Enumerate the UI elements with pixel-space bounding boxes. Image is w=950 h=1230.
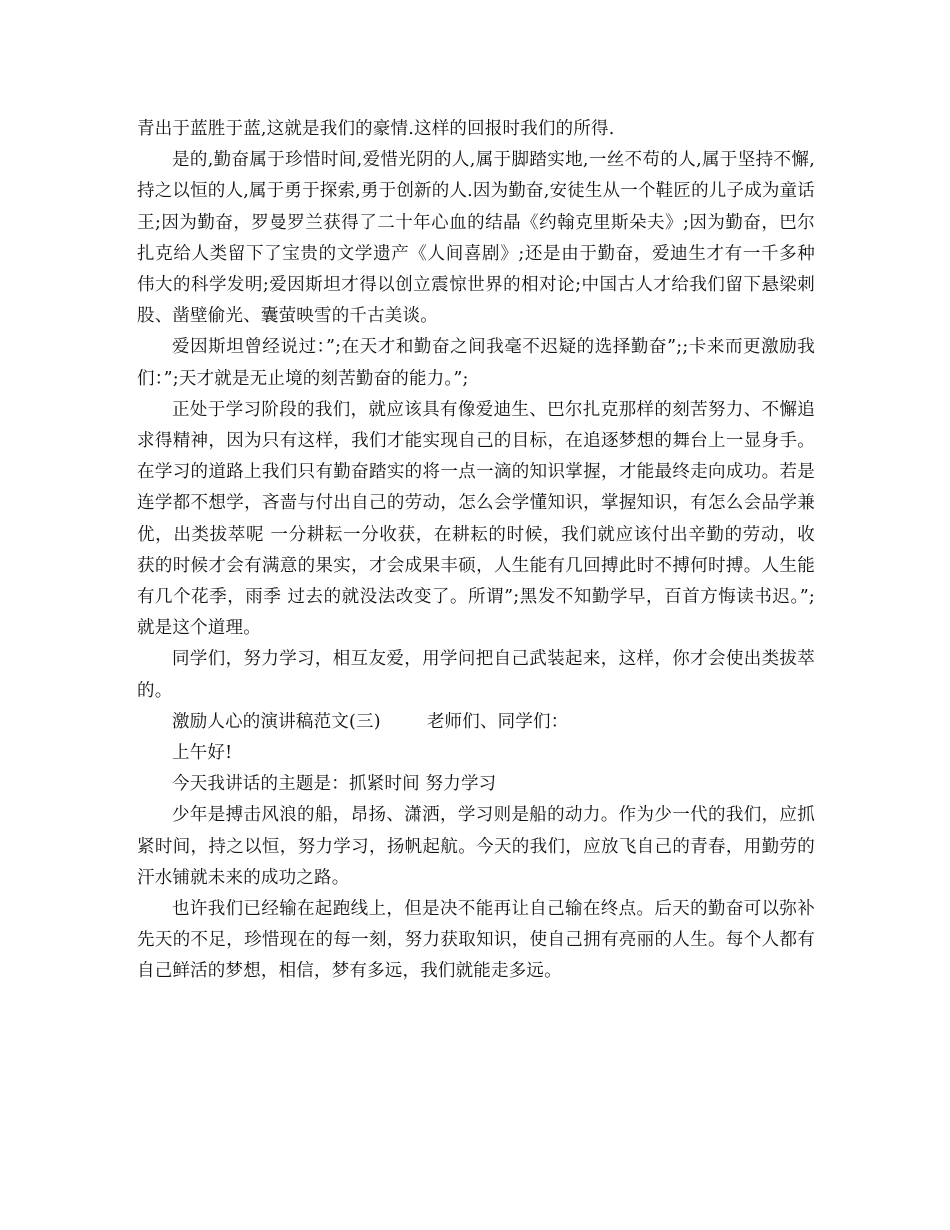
paragraph-7-greeting: 上午好! — [172, 743, 233, 764]
paragraph-9: 少年是搏击风浪的船，昂扬、潇洒，学习则是船的动力。作为少一代的我们，应抓紧时间，持之以恒，努力学习，扬帆起航。今天的我们，应放飞自己的青春，用勤劳的汗水铺就未来的成功之路。 — [137, 805, 815, 888]
paragraph-10: 也许我们已经输在起跑线上，但是决不能再让自己输在终点。后天的勤奋可以弥补先天的不足，珍惜现在的每一刻，努力获取知识，使自己拥有亮丽的人生。每个人都有自己鲜活的梦想，相信，梦有多远，我们就能走多远。 — [137, 899, 815, 982]
paragraph-1: 青出于蓝胜于蓝,这就是我们的豪情.这样的回报时我们的所得. — [137, 119, 615, 139]
document-body — [137, 114, 815, 988]
paragraph-8-topic: 今天我讲话的主题是：抓紧时间 努力学习 — [172, 774, 497, 795]
paragraph-6-heading: 激励人心的演讲稿范文(三) 老师们、同学们： — [172, 711, 569, 732]
paragraph-2: 是的,勤奋属于珍惜时间,爱惜光阴的人,属于脚踏实地,一丝不苟的人,属于坚持不懈,持之以恒的人,属于勇于探索,勇于创新的人.因为勤奋,安徒生从一个鞋匠的儿子成为童话王;因为勤奋，罗曼罗兰获得了二十年心血的结晶《约翰克里斯朵夫》;因为勤奋，巴尔扎克给人类留下了宝贵的文学遗产《人间喜剧》;还是由于勤奋，爱迪生才有一千多种伟大的科学发明;爱因斯坦才得以创立震惊世界的相对论;中国古人才给我们留下悬梁刺股、凿壁偷光、囊萤映雪的千古美谈。 — [137, 150, 815, 327]
paragraph-3: 爱因斯坦曾经说过：”;在天才和勤奋之间我毫不迟疑的选择勤奋”;;卡来而更激励我们：”;天才就是无止境的刻苦勤奋的能力。”; — [137, 337, 815, 389]
paragraph-4: 正处于学习阶段的我们，就应该具有像爱迪生、巴尔扎克那样的刻苦努力、不懈追求得精神，因为只有这样，我们才能实现自己的目标，在追逐梦想的舞台上一显身手。在学习的道路上我们只有勤奋踏实的将一点一滴的知识掌握，才能最终走向成功。若是连学都不想学，吝啬与付出自己的劳动，怎么会学懂知识，掌握知识，有怎么会品学兼优，出类拔萃呢 一分耕耘一分收获，在耕耘的时候，我们就应该付出辛勤的劳动，收获的时候才会有满意的果实，才会成果丰硕，人生能有几回搏此时不搏何时搏。人生能有几个花季，雨季 过去的就没法改变了。所谓”;黑发不知勤学早，百首方悔读书迟。”;就是这个道理。 — [137, 399, 815, 639]
paragraph-5: 同学们，努力学习，相互友爱，用学问把自己武装起来，这样，你才会使出类拔萃的。 — [137, 649, 815, 701]
